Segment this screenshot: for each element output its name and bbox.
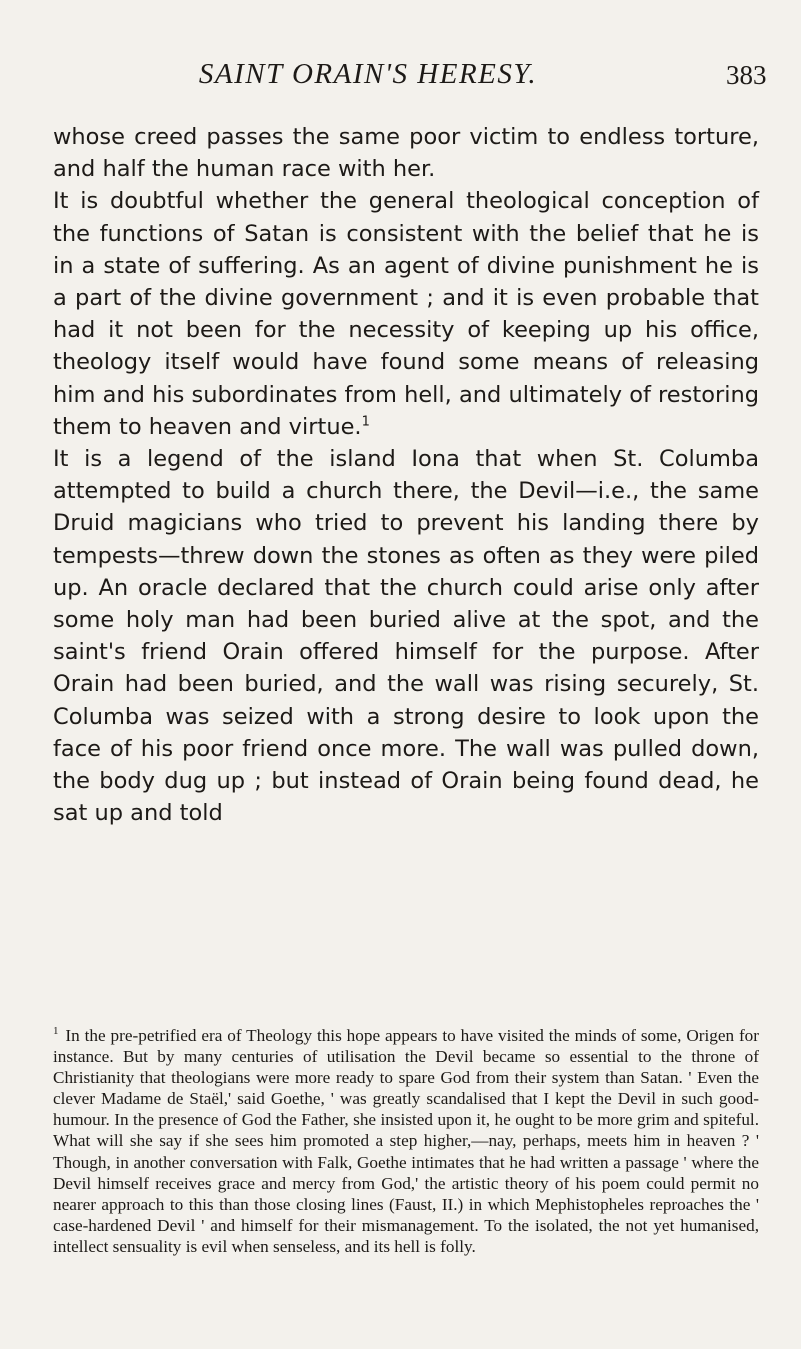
footnote-number: 1: [53, 1025, 59, 1038]
footnote-text: In the pre-petrified era of Theology this hope appears to have visited the minds of some, Origen for instance. But by many centuries of utilisation the Devil became so essential to the throne of Christianity that theologians were more ready to spare God from their system than Satan. ' Even the clever Madame de Staël,' said Goethe, ' was greatly scandalised that I kept the Devil in such good-humour. In the presence of God the Father, she insisted upon it, he ought to be more grim and spiteful. What will she say if she sees him promoted a step higher,—nay, perhaps, meets him in heaven ? ' Though, in another conversation with Falk, Goethe intimates that he had written a passage ' where the Devil himself receives grace and mercy from God,' the artistic theory of his poem could permit no nearer approach to this than those closing lines (Faust, II.) in which Mephistopheles reproaches the ' case-hardened Devil ' and himself for their mismanagement. To the isolated, the not yet humanised, intellect sensuality is evil when senseless, and its hell is folly.: [53, 1026, 760, 1256]
footnotes: [53, 1025, 759, 1257]
paragraph-continued: whose creed passes the same poor victim to endless torture, and half the human race with her.: [53, 124, 759, 183]
paragraph-satan: [53, 185, 759, 443]
running-head: [0, 58, 801, 98]
paragraph-satan-text: It is doubtful whether the general theological conception of the functions of Satan is consistent with the belief that he is in a state of suffering. As an agent of divine punishment he is a part of the divine government ; and it is even probable that had it not been for the necessity of keeping up his office, theology itself would have found some means of releasing him and his subordinates from hell, and ultimately of restoring them to heaven and virtue.: [53, 188, 759, 440]
footnote: [53, 1025, 759, 1257]
paragraph-iona-legend: It is a legend of the island Iona that when St. Columba attempted to build a church there, the Devil—i.e., the same Druid magicians who tried to prevent his landing there by tempests—threw down the stones as often as they were piled up. An oracle declared that the church could arise only after some holy man had been buried alive at the spot, and the saint's friend Orain offered himself for the purpose. After Orain had been buried, and the wall was rising securely, St. Columba was seized with a strong desire to look upon the face of his poor friend once more. The wall was pulled down, the body dug up ; but instead of Orain being found dead, he sat up and told: [53, 446, 759, 827]
page-number: 383: [726, 60, 767, 90]
running-title: SAINT ORAIN'S HERESY.: [198, 58, 538, 90]
footnote-reference: 1: [361, 414, 370, 430]
body-text: [53, 121, 759, 829]
